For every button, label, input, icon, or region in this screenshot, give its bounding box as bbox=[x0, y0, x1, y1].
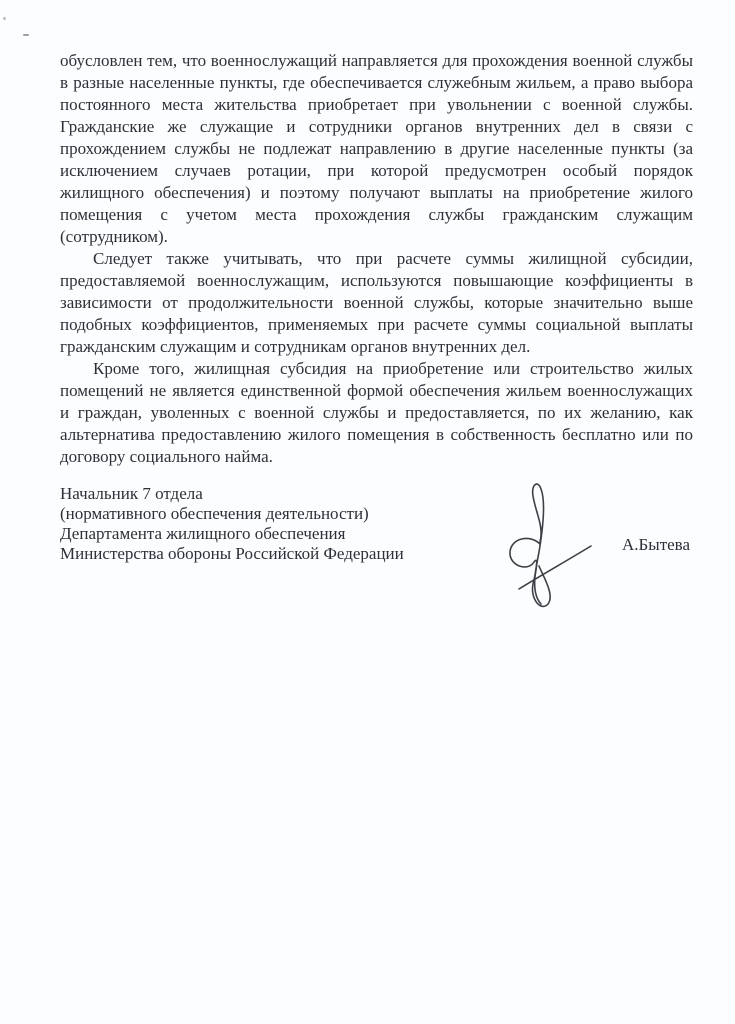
signatory-title-line: Департамента жилищного обеспечения bbox=[60, 524, 346, 543]
signatory-title-line: Начальник 7 отдела bbox=[60, 484, 203, 503]
paragraph-continuation: обусловлен тем, что военнослужащий направляется для прохождения военной службы в разные населенные пункты, где обеспечивается служебным жильем, а право выбора постоянного места жительства приобретает при увольнении с военной службы. Гражданские же служащие и сотрудники органов внутренних дел в связи с прохождением службы не подлежат направлению в другие населенные пункты (за исключением случаев ротации, при которой предусмотрен особый порядок жилищного обеспечения) и поэтому получают выплаты на приобретение жилого помещения с учетом места прохождения службы гражданским служащим (сотрудником). bbox=[60, 51, 693, 246]
scan-dash bbox=[23, 34, 29, 36]
paragraph: Следует также учитывать, что при расчете суммы жилищной субсидии, предоставляемой военнослужащим, используются повышающие коэффициенты в зависимости от продолжительности военной службы, которые значительно выше подобных коэффициентов, применяемых при расчете суммы социальной выплаты гражданским служащим и сотрудникам органов внутренних дел. bbox=[60, 249, 693, 356]
document-body bbox=[60, 50, 693, 468]
signatory-title-line: Министерства обороны Российской Федерации bbox=[60, 544, 404, 563]
handwritten-signature-icon bbox=[492, 476, 600, 621]
paragraph: Кроме того, жилищная субсидия на приобретение или строительство жилых помещений не является единственной формой обеспечения жильем военнослужащих и граждан, уволенных с военной службы и предоставляется, по их желанию, как альтернатива предоставлению жилого помещения в собственность бесплатно или по договору социального найма. bbox=[60, 359, 693, 466]
signee-name: А.Бытева bbox=[622, 535, 691, 554]
signatory-title-block bbox=[60, 484, 404, 564]
scan-speck bbox=[3, 17, 6, 20]
signatory-title-line: (нормативного обеспечения деятельности) bbox=[60, 504, 369, 523]
